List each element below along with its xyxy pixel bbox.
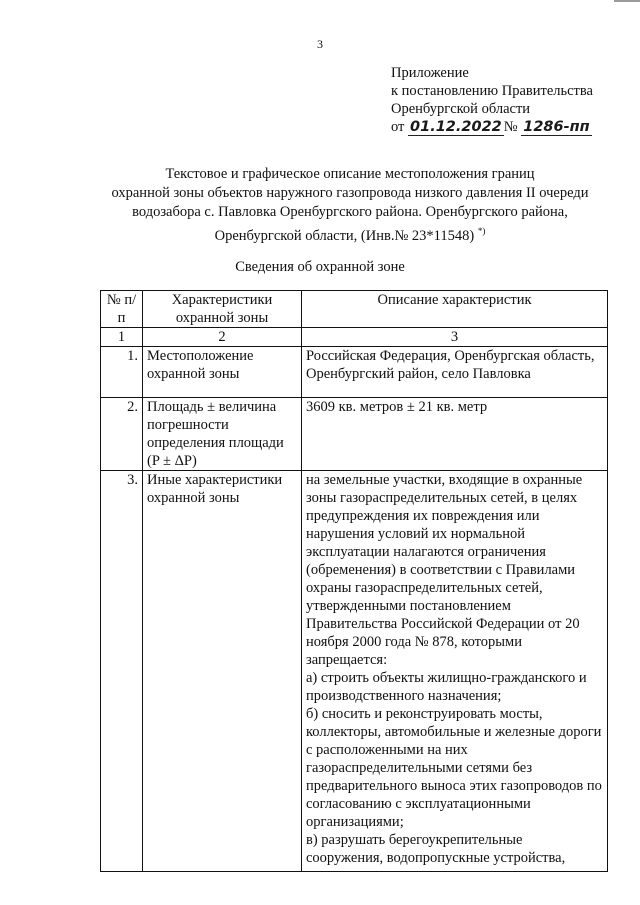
row-characteristic: Площадь ± величина погрешности определения площади (P ± ΔP) — [143, 398, 302, 471]
appendix-date-line — [391, 118, 593, 136]
description-item-c: в) разрушать берегоукрепительные сооружения, водопропускные устройства, — [306, 832, 566, 866]
appendix-block — [391, 64, 593, 136]
appendix-line2: к постановлению Правительства — [391, 83, 593, 99]
table-header-row — [101, 291, 608, 328]
description-paragraph: Российская Федерация, Оренбургская область, Оренбургский район, село Павловка — [306, 348, 595, 382]
row-num: 1. — [101, 347, 143, 398]
appendix-line1: Приложение — [391, 65, 469, 81]
document-title — [60, 165, 640, 246]
date-prefix: от — [391, 119, 405, 135]
description-paragraph: 3609 кв. метров ± 21 кв. метр — [306, 399, 488, 415]
table-row — [101, 347, 608, 398]
row-description — [302, 471, 608, 872]
header-description: Описание характеристик — [302, 291, 608, 328]
description-paragraph: на земельные участки, входящие в охранные зоны газораспределительных сетей, в целях предупреждения их повреждения или нарушения условий их нормальной эксплуатации налагаются ограничения (обременения) в соответствии с Правилами охраны газораспределительных сетей, утвержденными постановлением Правительства Российской Федерации от 20 ноября 2000 года № 878, которыми запрещается: — [306, 472, 583, 668]
column-number-3: 3 — [302, 328, 608, 347]
footnote-mark: *) — [477, 226, 486, 236]
description-item-a: а) строить объекты жилищно-гражданского и производственного назначения; — [306, 670, 587, 704]
description-item-b: б) сносить и реконструировать мосты, коллекторы, автомобильные и железные дороги с расположенными на них газораспределительными сетями без предварительного выноса этих газопроводов по согласованию с эксплуатационными организациями; — [306, 706, 602, 830]
row-description — [302, 398, 608, 471]
title-line2: охранной зоны объектов наружного газопровода низкого давления II очереди — [111, 185, 589, 201]
handwritten-number: 1286-пп — [523, 119, 590, 135]
row-num: 2. — [101, 398, 143, 471]
row-characteristic: Местоположение охранной зоны — [143, 347, 302, 398]
number-sign: № — [503, 119, 518, 135]
table-row — [101, 398, 608, 471]
column-number-row — [101, 328, 608, 347]
row-characteristic: Иные характеристики охранной зоны — [143, 471, 302, 872]
page-number: 3 — [317, 37, 323, 51]
appendix-line3: Оренбургской области — [391, 101, 531, 117]
title-line3: водозабора с. Павловка Оренбургского района. Оренбургского района, — [132, 204, 568, 220]
column-number-2: 2 — [143, 328, 302, 347]
section-subtitle: Сведения об охранной зоне — [235, 259, 405, 275]
row-num: 3. — [101, 471, 143, 872]
title-line4-wrap — [60, 222, 640, 246]
row-description — [302, 347, 608, 398]
header-num: № п/п — [101, 291, 143, 328]
title-line4: Оренбургской области, (Инв.№ 23*11548) — [214, 227, 475, 244]
title-line1: Текстовое и графическое описание местоположения границ — [165, 166, 535, 182]
table-row — [101, 471, 608, 872]
handwritten-date: 01.12.2022 — [410, 119, 502, 135]
column-number-1: 1 — [101, 328, 143, 347]
header-characteristic: Характеристики охранной зоны — [143, 291, 302, 328]
top-edge-mark — [614, 0, 640, 2]
zone-info-table — [100, 290, 608, 872]
